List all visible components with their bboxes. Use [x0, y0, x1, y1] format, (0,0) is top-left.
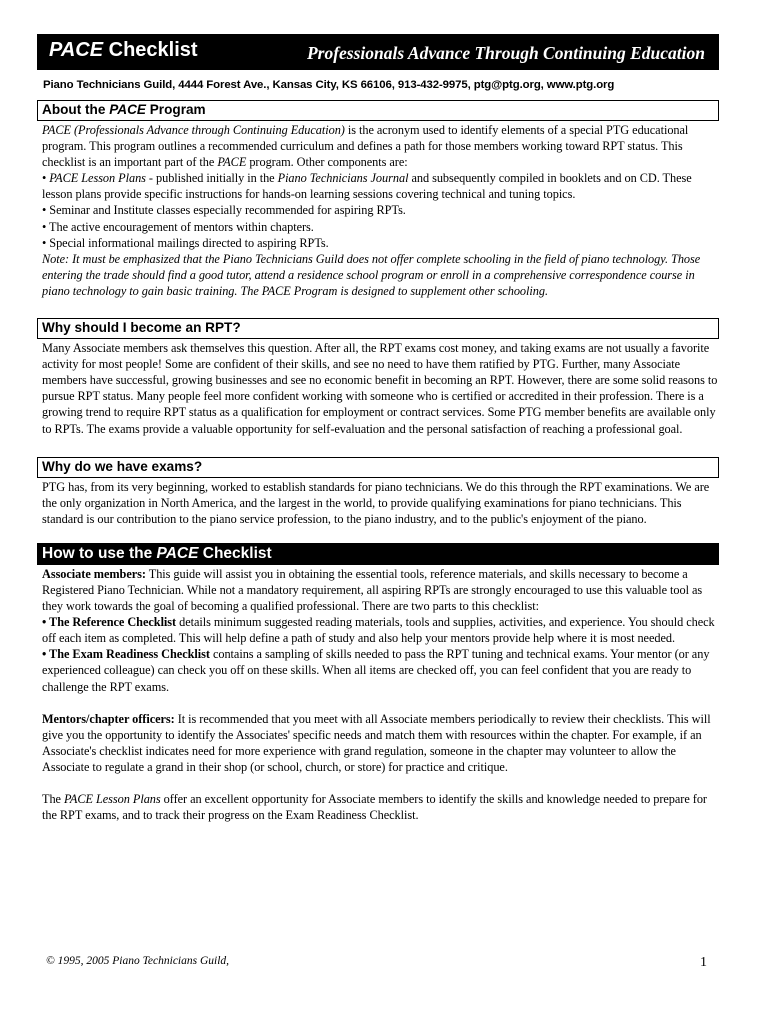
- title-pace: PACE: [49, 39, 104, 61]
- about-note: Note: It must be emphasized that the Piano Technicians Guild does not offer complete schooling in the field of piano technology. Those entering the trade should find a good tutor, attend a residence school program or enroll in a comprehensive correspondence course in piano technology to gain basic training. The PACE Program is designed to supplement other schooling.: [42, 251, 701, 298]
- title-checklist: Checklist: [103, 39, 198, 61]
- assoc-body: This guide will assist you in obtaining the essential tools, reference materials, and skills necessary to become a Registered Piano Technician. While not a mandatory requirement, all aspiring RPTs are strongly encouraged to use this valuable tool as they work towards the goal of becoming a qualified professional. There are two parts to this checklist:: [42, 566, 703, 614]
- about-bullet-mentors: • The active encouragement of mentors within chapters.: [42, 219, 314, 234]
- section-heading-why-rpt: [37, 318, 719, 339]
- about-intro-em: PACE (Professionals Advance through Continuing Education): [42, 123, 345, 137]
- about-heading-pre: About the: [42, 102, 110, 117]
- paragraph-gap: [42, 775, 724, 791]
- about-intro-2: program. Other components are:: [246, 155, 408, 170]
- lesson-post: offer an excellent opportunity for Associate members to identify the skills and knowledge needed to prepare for the RPT exams, and to track their progress on the Exam Readiness Checklist.: [42, 792, 707, 823]
- about-b1-em: PACE Lesson Plans: [49, 171, 146, 186]
- how-to-text: [42, 566, 724, 823]
- lesson-em: PACE Lesson Plans: [64, 792, 161, 806]
- about-intro-em2: PACE: [217, 155, 247, 170]
- about-intro: [42, 122, 724, 170]
- how-lesson-plans: [42, 791, 724, 823]
- about-text: [42, 122, 724, 299]
- how-mentors: [42, 711, 724, 775]
- bullet-mark: •: [42, 171, 50, 186]
- how-reference: [42, 614, 724, 646]
- why-rpt-heading: Why should I become an RPT?: [42, 320, 241, 336]
- why-exams-body: PTG has, from its very beginning, worked to establish standards for piano technicians. We do this through the RPT examinations. We are the only organization in North America, and the largest in the world, to provide qualifying examinations for piano technicians. This standard is our contribution to the piano service profession, to the piano industry, and to the public's enjoyment of the piano.: [42, 479, 710, 526]
- copyright-footer: © 1995, 2005 Piano Technicians Guild,: [46, 955, 230, 967]
- contact-line: Piano Technicians Guild, 4444 Forest Ave., Kansas City, KS 66106, 913-432-9975, ptg@ptg.org, www.ptg.org: [43, 79, 615, 91]
- page-number: 1: [700, 955, 707, 970]
- how-associates: [42, 566, 724, 614]
- about-bullet-seminar: • Seminar and Institute classes especially recommended for aspiring RPTs.: [42, 203, 406, 218]
- paragraph-gap: [42, 695, 724, 711]
- about-bullet-mailings: • Special informational mailings directed to aspiring RPTs.: [42, 235, 329, 250]
- about-b1-em2: Piano Technicians Journal: [277, 171, 409, 186]
- ref-label: • The Reference Checklist: [42, 615, 177, 630]
- document-page: [37, 34, 719, 823]
- how-heading-post: Checklist: [198, 544, 272, 562]
- about-b1-mid: - published initially in the: [145, 171, 278, 186]
- about-heading-post: Program: [145, 102, 206, 117]
- tagline: Professionals Advance Through Continuing Education: [306, 43, 705, 63]
- why-rpt-text: [42, 340, 724, 437]
- why-rpt-body: Many Associate members ask themselves this question. After all, the RPT exams cost money, and taking exams are not usually a favorite activity for most people! Some are confident of their skills, and see no need to have them ratified by PTG. Further, many Associate members have successful, growing businesses and see no economic benefit in becoming an RPT. However, there are some solid reasons to pursue RPT status. Many people feel more confident working with someone who is certified or accredited in their profession. There is a growing trend to require RPT status as a qualification for employment or contract services. Some PTG member benefits are available only to RPTs. The exams provide a valuable opportunity for self-evaluation and the personal satisfaction of reaching a professional goal.: [42, 341, 718, 436]
- how-exam-readiness: [42, 646, 724, 694]
- section-heading-how-to: [37, 543, 719, 565]
- mentor-label: Mentors/chapter officers:: [42, 711, 175, 726]
- document-title: [49, 39, 198, 62]
- title-banner: [37, 34, 719, 70]
- exam-label: • The Exam Readiness Checklist: [42, 647, 210, 662]
- assoc-label: Associate members:: [42, 566, 146, 581]
- ref-body: details minimum suggested reading materials, tools and supplies, activities, and experience. You should check off each item as completed. This will help define a path of study and also help your mentors provide help where it is most needed.: [42, 615, 715, 646]
- about-intro-1: is the acronym used to identify elements of a special PTG educational program. This program outlines a recommended curriculum and defines a path for those members working toward RPT status. This checklist is an important part of the: [42, 123, 689, 170]
- exam-body: contains a sampling of skills needed to pass the RPT tuning and technical exams. Your mentor (or any experienced colleague) can check you off on these skills. When all items are checked off, you can feel confident that you are ready to challenge the RPT exams.: [42, 647, 710, 694]
- why-exams-text: [42, 479, 724, 527]
- section-heading-why-exams: [37, 457, 719, 478]
- mentor-body: It is recommended that you meet with all Associate members periodically to review their checklists. This will give you the opportunity to identify the Associates' specific needs and match them with resources within the chapter. For example, if an Associate's checklist indicates need for more experience with grand regulation, someone in the chapter may volunteer to allow the Associate to regulate a grand in their shop (or school, church, or store) for practice and critique.: [42, 711, 711, 774]
- section-heading-about: [37, 100, 719, 121]
- how-heading-pre: How to use the: [42, 544, 157, 562]
- lesson-pre: The: [42, 792, 64, 806]
- why-exams-heading: Why do we have exams?: [42, 458, 203, 474]
- about-heading-em: PACE: [109, 102, 146, 117]
- how-heading-em: PACE: [156, 544, 199, 562]
- about-b1-post: and subsequently compiled in booklets and on CD. These lesson plans provide specific instructions for hands-on learning sessions covering technical and tuning topics.: [42, 171, 692, 202]
- about-bullet-lesson-plans: [42, 170, 724, 202]
